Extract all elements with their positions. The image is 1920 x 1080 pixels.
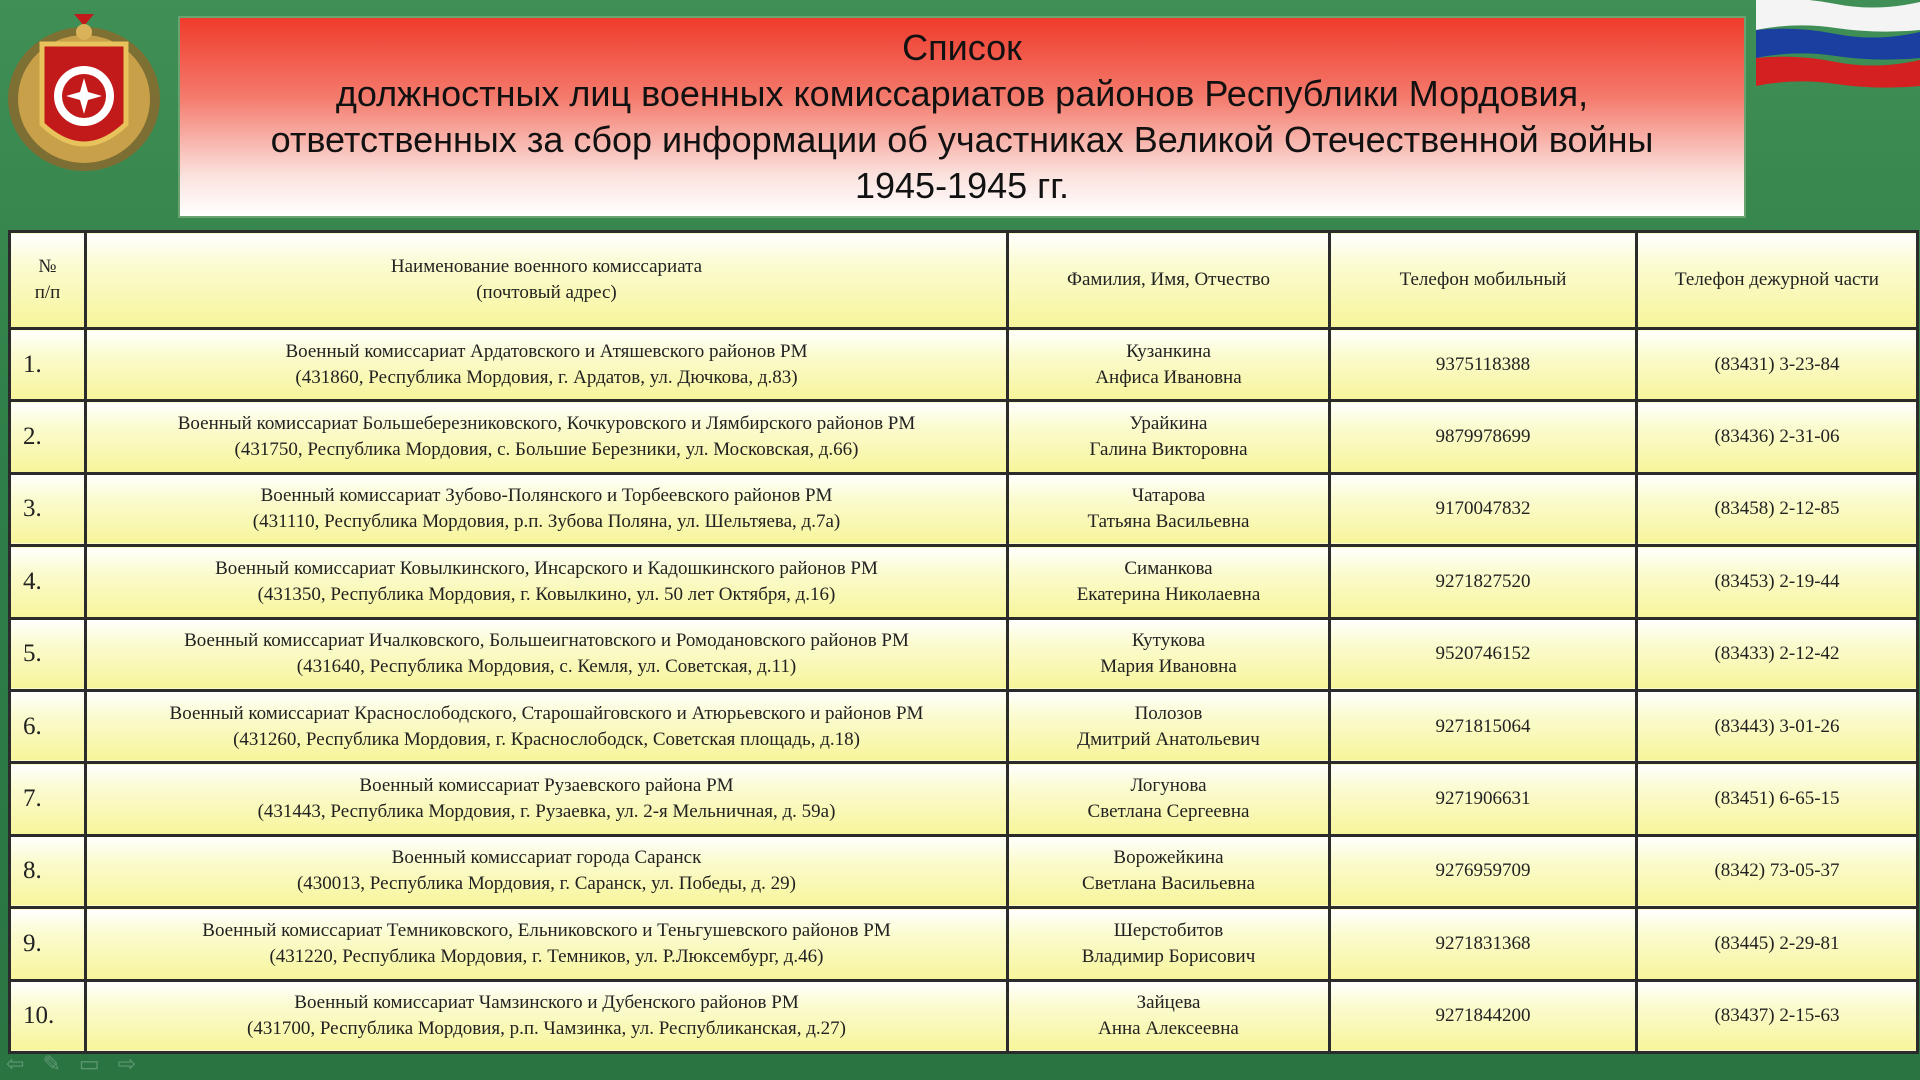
commissariat-name: Военный комиссариат Ардатовского и Атяшевского районов РМ <box>285 340 808 362</box>
official-given-names: Мария Ивановна <box>1100 656 1237 678</box>
mobile-phone-number: 9170047832 <box>1435 498 1531 520</box>
commissariat-address: (431860, Республика Мордовия, г. Ардатов, ул. Дючкова, д.83) <box>295 366 798 388</box>
commissariat-name: Военный комиссариат Темниковского, Ельниковского и Теньгушевского районов РМ <box>202 919 891 941</box>
full-name-cell <box>1008 618 1330 690</box>
row-number-text: 4. <box>23 567 42 595</box>
row-number-text: 8. <box>23 857 42 885</box>
duty-phone-cell <box>1637 763 1918 835</box>
column-header-commissariat-line1: Наименование военного комиссариата <box>390 256 703 277</box>
duty-phone-cell <box>1637 690 1918 762</box>
title-line-3: ответственных за сбор информации об участниках Великой Отечественной войны <box>270 119 1654 160</box>
table-row <box>10 473 1918 545</box>
row-number <box>10 329 86 401</box>
full-name-cell <box>1008 329 1330 401</box>
full-name-cell <box>1008 690 1330 762</box>
commissariat-name: Военный комиссариат Зубово-Полянского и Торбеевского районов РМ <box>260 485 833 507</box>
mobile-phone-cell <box>1330 401 1637 473</box>
column-header-mobile-phone-line1: Телефон мобильный <box>1399 269 1567 290</box>
commissariat-address: (430013, Республика Мордовия, г. Саранск, ул. Победы, д. 29) <box>296 873 796 895</box>
commissariat-name: Военный комиссариат Краснослободского, Старошайговского и Атюрьевского и районов РМ <box>169 702 924 724</box>
official-surname: Ворожейкина <box>1113 847 1224 869</box>
official-surname: Логунова <box>1130 775 1207 797</box>
commissariat-address: (431700, Республика Мордовия, р.п. Чамзинка, ул. Республиканская, д.27) <box>247 1018 846 1040</box>
duty-phone-cell <box>1637 835 1918 907</box>
official-given-names: Галина Викторовна <box>1089 439 1248 461</box>
commissariat-cell <box>86 473 1008 545</box>
column-header-duty-phone-line1: Телефон дежурной части <box>1675 269 1879 290</box>
commissariat-name: Военный комиссариат Ковылкинского, Инсарского и Кадошкинского районов РМ <box>215 557 878 579</box>
duty-phone-number: (83431) 3-23-84 <box>1714 353 1840 375</box>
commissariat-cell <box>86 835 1008 907</box>
official-given-names: Анфиса Ивановна <box>1095 366 1242 388</box>
row-number <box>10 763 86 835</box>
mobile-phone-cell <box>1330 980 1637 1052</box>
row-number-text: 6. <box>23 712 42 740</box>
mobile-phone-number: 9276959709 <box>1435 860 1531 882</box>
official-given-names: Екатерина Николаевна <box>1076 583 1261 605</box>
official-given-names: Светлана Васильевна <box>1082 873 1255 895</box>
full-name-cell <box>1008 763 1330 835</box>
official-given-names: Дмитрий Анатольевич <box>1077 728 1260 750</box>
row-number <box>10 980 86 1052</box>
slide-navigation <box>6 1052 136 1077</box>
commissariat-address: (431350, Республика Мордовия, г. Ковылкино, ул. 50 лет Октября, д.16) <box>257 583 836 605</box>
commissariat-address: (431750, Республика Мордовия, с. Большие Березники, ул. Московская, д.66) <box>234 439 859 461</box>
title-line-1: Список <box>902 27 1022 68</box>
document-title <box>178 16 1746 218</box>
official-surname: Шерстобитов <box>1113 919 1224 941</box>
table-row <box>10 546 1918 618</box>
column-header-full-name <box>1008 232 1330 329</box>
commissariat-name: Военный комиссариат Ичалковского, Большеигнатовского и Ромодановского районов РМ <box>184 630 909 652</box>
table-row <box>10 980 1918 1052</box>
mobile-phone-cell <box>1330 473 1637 545</box>
russian-flag-icon <box>1756 0 1920 90</box>
duty-phone-number: (83443) 3-01-26 <box>1714 715 1840 737</box>
full-name-cell <box>1008 980 1330 1052</box>
mobile-phone-cell <box>1330 763 1637 835</box>
duty-phone-number: (83458) 2-12-85 <box>1714 498 1840 520</box>
official-given-names: Светлана Сергеевна <box>1087 801 1250 823</box>
mobile-phone-number: 9271844200 <box>1435 1005 1531 1027</box>
commissariat-name: Военный комиссариат Чамзинского и Дубенского районов РМ <box>294 992 799 1014</box>
commissariat-address: (431110, Республика Мордовия, р.п. Зубова Поляна, ул. Шельтяева, д.7а) <box>252 511 841 533</box>
commissariat-cell <box>86 546 1008 618</box>
commissariat-cell <box>86 690 1008 762</box>
officials-table <box>8 230 1916 1054</box>
row-number-text: 7. <box>23 785 42 813</box>
official-surname: Зайцева <box>1136 992 1201 1014</box>
commissariat-cell <box>86 618 1008 690</box>
official-surname: Кутукова <box>1131 630 1206 652</box>
row-number-text: 1. <box>23 350 42 378</box>
column-header-mobile-phone <box>1330 232 1637 329</box>
mobile-phone-number: 9271827520 <box>1435 570 1531 592</box>
official-surname: Чатарова <box>1131 485 1206 507</box>
commissariat-address: (431443, Республика Мордовия, г. Рузаевка, ул. 2-я Мельничная, д. 59а) <box>257 801 836 823</box>
commissariat-address: (431260, Республика Мордовия, г. Краснослободск, Советская площадь, д.18) <box>233 728 860 750</box>
mobile-phone-number: 9520746152 <box>1435 643 1531 665</box>
column-header-number <box>10 232 86 329</box>
row-number-text: 10. <box>23 1002 55 1030</box>
row-number <box>10 835 86 907</box>
column-header-number-line2: п/п <box>34 282 61 303</box>
mobile-phone-number: 9271815064 <box>1435 715 1531 737</box>
title-line-4: 1945-1945 гг. <box>854 165 1070 206</box>
duty-phone-cell <box>1637 618 1918 690</box>
row-number <box>10 401 86 473</box>
duty-phone-number: (83437) 2-15-63 <box>1714 1005 1840 1027</box>
duty-phone-number: (83433) 2-12-42 <box>1714 643 1840 665</box>
table-row <box>10 763 1918 835</box>
duty-phone-cell <box>1637 908 1918 980</box>
commissariat-name: Военный комиссариат Большеберезниковского, Кочкуровского и Лямбирского районов РМ <box>177 413 916 435</box>
bottom-bar <box>0 1056 1920 1080</box>
duty-phone-cell <box>1637 329 1918 401</box>
official-surname: Урайкина <box>1129 413 1208 435</box>
row-number <box>10 473 86 545</box>
commissariat-cell <box>86 980 1008 1052</box>
row-number <box>10 546 86 618</box>
column-header-number-line1: № <box>38 256 57 277</box>
pen-icon[interactable]: ✎ <box>42 1052 61 1077</box>
table-header-row <box>10 232 1918 329</box>
official-surname: Полозов <box>1134 702 1203 724</box>
column-header-commissariat <box>86 232 1008 329</box>
full-name-cell <box>1008 401 1330 473</box>
column-header-duty-phone <box>1637 232 1918 329</box>
row-number-text: 3. <box>23 495 42 523</box>
official-given-names: Владимир Борисович <box>1081 945 1256 967</box>
table-row <box>10 690 1918 762</box>
military-commissariat-emblem-icon <box>4 4 164 174</box>
mobile-phone-cell <box>1330 908 1637 980</box>
duty-phone-number: (83451) 6-65-15 <box>1714 788 1840 810</box>
back-arrow-icon[interactable]: ⇦ <box>6 1052 25 1077</box>
duty-phone-number: (83453) 2-19-44 <box>1714 570 1840 592</box>
menu-icon[interactable]: ▭ <box>78 1052 100 1077</box>
column-header-full-name-line1: Фамилия, Имя, Отчество <box>1066 269 1271 290</box>
table-row <box>10 329 1918 401</box>
row-number <box>10 690 86 762</box>
official-given-names: Татьяна Васильевна <box>1087 511 1250 533</box>
mobile-phone-cell <box>1330 618 1637 690</box>
table-row <box>10 401 1918 473</box>
mobile-phone-number: 9375118388 <box>1435 353 1531 375</box>
forward-arrow-icon[interactable]: ⇨ <box>117 1052 137 1077</box>
official-given-names: Анна Алексеевна <box>1098 1018 1239 1040</box>
column-header-commissariat-line2: (почтовый адрес) <box>476 282 617 303</box>
mobile-phone-number: 9271831368 <box>1435 932 1531 954</box>
official-surname: Симанкова <box>1124 557 1213 579</box>
commissariat-cell <box>86 763 1008 835</box>
duty-phone-number: (83436) 2-31-06 <box>1714 426 1840 448</box>
commissariat-address: (431220, Республика Мордовия, г. Темников, ул. Р.Люксембург, д.46) <box>269 945 824 967</box>
full-name-cell <box>1008 473 1330 545</box>
duty-phone-cell <box>1637 473 1918 545</box>
commissariat-cell <box>86 908 1008 980</box>
row-number-text: 5. <box>23 640 42 668</box>
full-name-cell <box>1008 546 1330 618</box>
duty-phone-number: (83445) 2-29-81 <box>1714 932 1840 954</box>
mobile-phone-cell <box>1330 329 1637 401</box>
table-row <box>10 835 1918 907</box>
table-row <box>10 908 1918 980</box>
commissariat-name: Военный комиссариат Рузаевского района РМ <box>359 775 734 797</box>
commissariat-address: (431640, Республика Мордовия, с. Кемля, ул. Советская, д.11) <box>296 656 797 678</box>
row-number <box>10 618 86 690</box>
commissariat-cell <box>86 401 1008 473</box>
duty-phone-cell <box>1637 401 1918 473</box>
commissariat-name: Военный комиссариат города Саранск <box>391 847 702 869</box>
official-surname: Кузанкина <box>1126 340 1211 362</box>
row-number-text: 2. <box>23 423 42 451</box>
duty-phone-cell <box>1637 980 1918 1052</box>
duty-phone-number: (8342) 73-05-37 <box>1714 860 1840 882</box>
commissariat-cell <box>86 329 1008 401</box>
full-name-cell <box>1008 835 1330 907</box>
mobile-phone-number: 9271906631 <box>1435 788 1531 810</box>
row-number <box>10 908 86 980</box>
row-number-text: 9. <box>23 929 42 957</box>
full-name-cell <box>1008 908 1330 980</box>
mobile-phone-cell <box>1330 546 1637 618</box>
mobile-phone-number: 9879978699 <box>1435 426 1531 448</box>
duty-phone-cell <box>1637 546 1918 618</box>
table-row <box>10 618 1918 690</box>
title-line-2: должностных лиц военных комиссариатов районов Республики Мордовия, <box>335 73 1589 114</box>
mobile-phone-cell <box>1330 835 1637 907</box>
mobile-phone-cell <box>1330 690 1637 762</box>
